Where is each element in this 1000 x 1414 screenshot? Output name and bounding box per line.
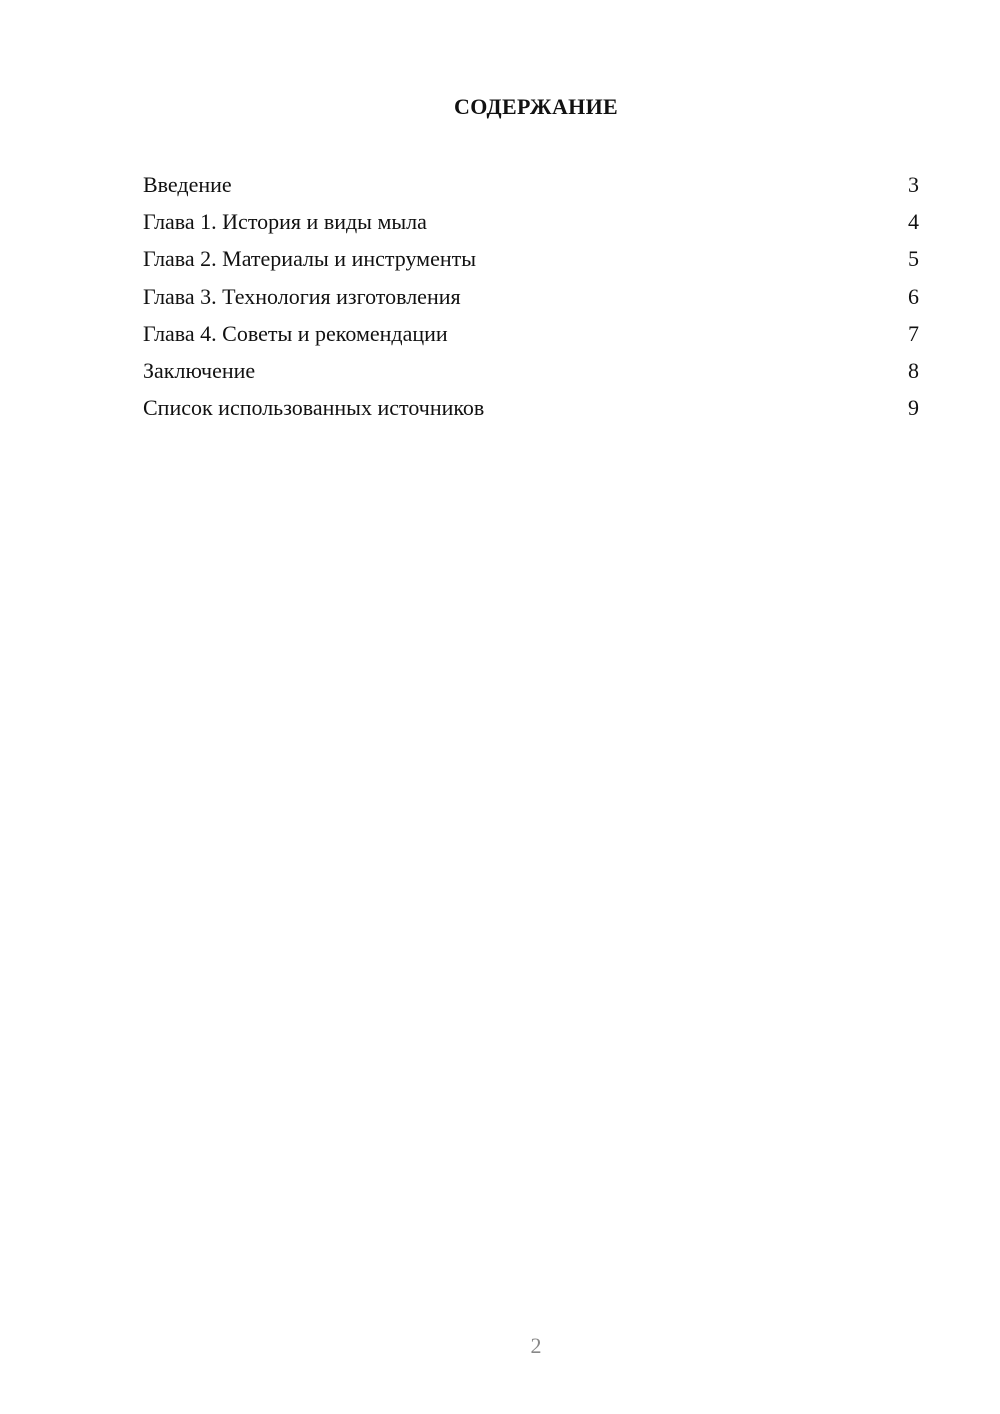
toc-entry-title: Глава 3. Технология изготовления [143, 283, 461, 309]
table-of-contents [143, 170, 919, 430]
toc-entry-page: 8 [908, 357, 919, 383]
toc-entry-chapter-1 [143, 207, 919, 244]
toc-entry-page: 5 [908, 246, 919, 272]
toc-entry-conclusion [143, 356, 919, 393]
toc-entry-title: Глава 2. Материалы и инструменты [143, 246, 477, 272]
footer-page-number: 2 [530, 1333, 542, 1358]
toc-entry-page: 9 [908, 395, 919, 421]
toc-entry-title: Введение [143, 172, 232, 197]
toc-entry-page: 6 [908, 283, 919, 309]
toc-entry-page: 7 [908, 320, 919, 346]
toc-entry-title: Заключение [143, 357, 256, 383]
toc-entry-chapter-3 [143, 282, 919, 319]
toc-entry-chapter-2 [143, 244, 919, 281]
toc-entry-introduction [143, 170, 919, 207]
toc-entry-page: 4 [908, 209, 919, 235]
toc-entry-title: Глава 1. История и виды мыла [143, 209, 427, 235]
toc-entry-title: Глава 4. Советы и рекомендации [143, 320, 448, 346]
toc-entry-title: Список использованных источников [143, 395, 485, 421]
toc-entry-page: 3 [908, 172, 919, 197]
toc-entry-chapter-4 [143, 319, 919, 356]
toc-entry-references [143, 393, 919, 430]
page-title: СОДЕРЖАНИЕ [454, 94, 618, 119]
